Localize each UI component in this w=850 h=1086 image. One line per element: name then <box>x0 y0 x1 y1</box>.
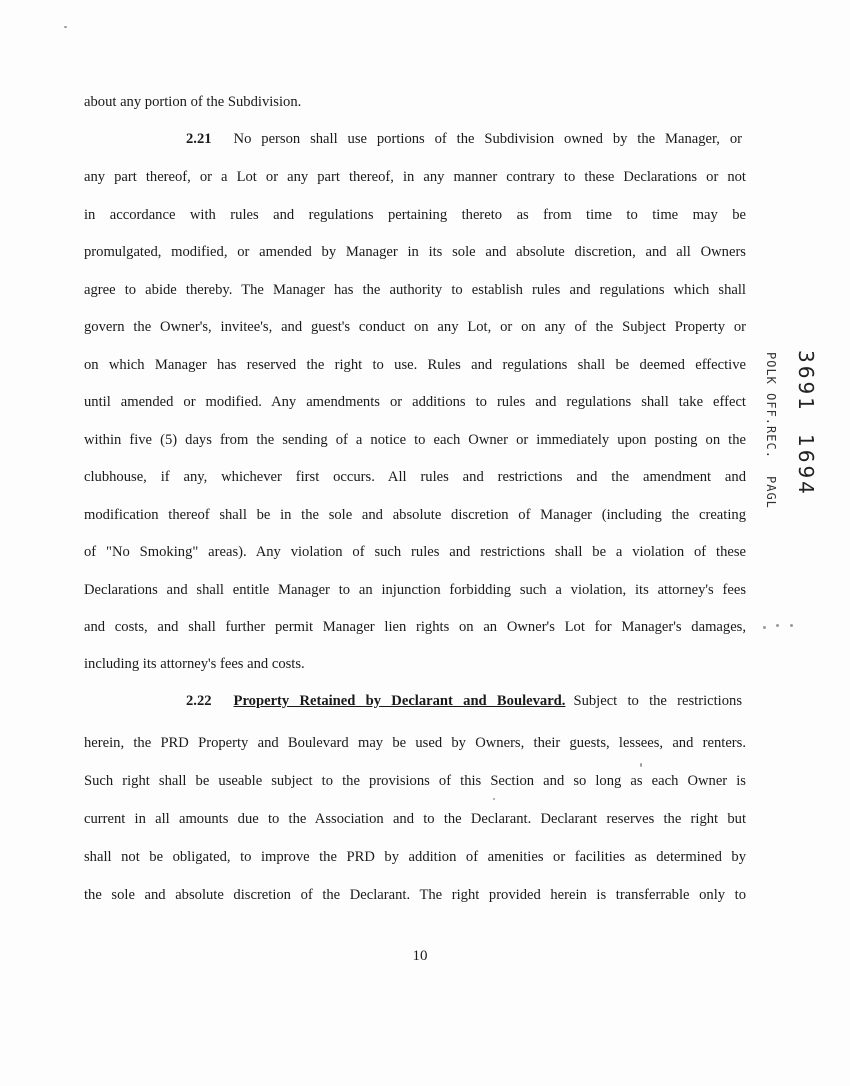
scan-speck <box>493 798 495 800</box>
section-2-22-first-line <box>186 692 742 710</box>
text-line: any part thereof, or a Lot or any part thereof, in any manner contrary to these Declarations or not <box>84 169 746 185</box>
text-line: about any portion of the Subdivision. <box>84 94 302 110</box>
section-number: 2.21 <box>186 131 212 147</box>
text-line: promulgated, modified, or amended by Manager in its sole and absolute discretion, and all Owners <box>84 244 746 260</box>
stamp-office-label: POLK OFF.REC. <box>764 352 778 459</box>
text-line: and costs, and shall further permit Manager lien rights on an Owner's Lot for Manager's damages, <box>84 619 746 635</box>
text-line: govern the Owner's, invitee's, and guest's conduct on any Lot, or on any of the Subject Property or <box>84 319 746 335</box>
text-line: herein, the PRD Property and Boulevard may be used by Owners, their guests, lessees, and renters. <box>84 735 746 751</box>
scan-speck <box>64 26 67 28</box>
text-line: within five (5) days from the sending of a notice to each Owner or immediately upon posting on the <box>84 432 746 448</box>
text-line: in accordance with rules and regulations pertaining thereto as from time to time may be <box>84 207 746 223</box>
stamp-page-label: PAGL <box>764 476 778 509</box>
text-line: Declarations and shall entitle Manager to an injunction forbidding such a violation, its attorney's fees <box>84 582 746 598</box>
text-line: including its attorney's fees and costs. <box>84 656 305 672</box>
text-line: clubhouse, if any, whichever first occurs. All rules and restrictions and the amendment and <box>84 469 746 485</box>
scan-speck <box>763 626 766 629</box>
text-line: until amended or modified. Any amendments or additions to rules and regulations shall take effect <box>84 394 746 410</box>
stamp-page-number: 1694 <box>794 434 818 497</box>
scan-speck <box>776 624 779 627</box>
text-line: of "No Smoking" areas). Any violation of such rules and restrictions shall be a violation of these <box>84 544 746 560</box>
scan-speck <box>790 624 793 627</box>
section-2-21-first-line <box>186 130 742 148</box>
stamp-book-number: 3691 <box>794 350 818 413</box>
text-line: Subject to the restrictions <box>573 693 743 709</box>
scan-speck <box>640 763 642 767</box>
text-line: the sole and absolute discretion of the Declarant. The right provided herein is transferrable only to <box>84 887 746 903</box>
page-number: 10 <box>412 948 428 964</box>
text-line: current in all amounts due to the Association and to the Declarant. Declarant reserves the right but <box>84 811 746 827</box>
text-line: No person shall use portions of the Subdivision owned by the Manager, or <box>233 131 742 147</box>
text-line: modification thereof shall be in the sole and absolute discretion of Manager (including the creating <box>84 507 746 523</box>
text-line: shall not be obligated, to improve the PRD by addition of amenities or facilities as determined by <box>84 849 746 865</box>
section-title: Property Retained by Declarant and Boulevard. <box>233 693 566 709</box>
text-line: on which Manager has reserved the right to use. Rules and regulations shall be deemed effective <box>84 357 746 373</box>
text-line: Such right shall be useable subject to the provisions of this Section and so long as each Owner is <box>84 773 746 789</box>
section-number: 2.22 <box>186 693 212 709</box>
text-line: agree to abide thereby. The Manager has the authority to establish rules and regulations which shall <box>84 282 746 298</box>
recording-stamp <box>758 350 818 540</box>
